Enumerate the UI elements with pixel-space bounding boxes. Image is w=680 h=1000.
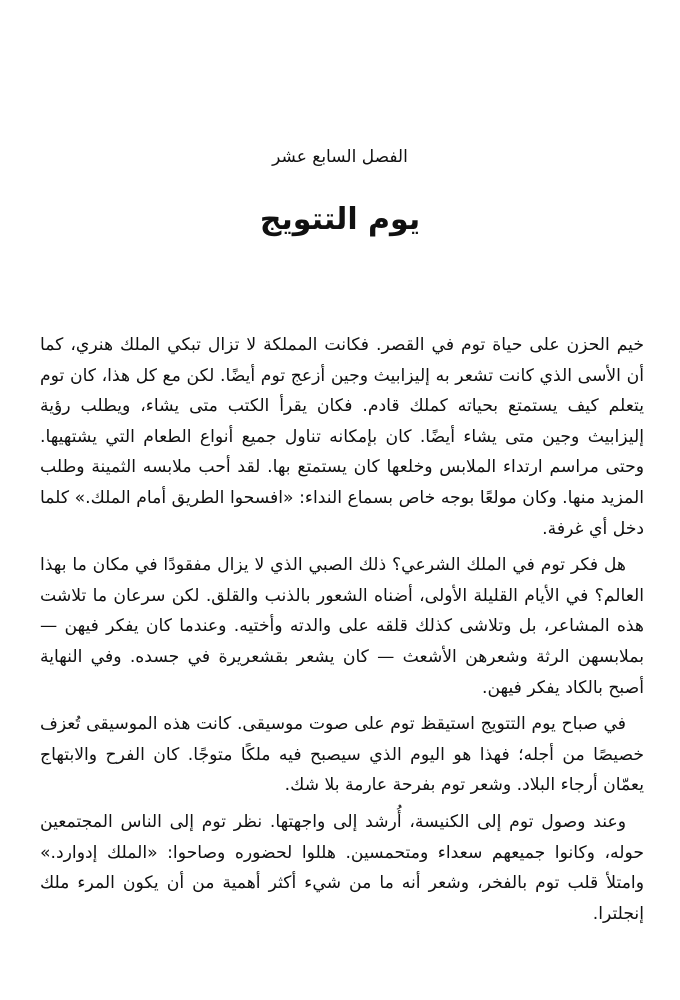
chapter-number-label: الفصل السابع عشر	[272, 147, 408, 167]
paragraph-2: هل فكر توم في الملك الشرعي؟ ذلك الصبي الذي لا يزال مفقودًا في مكان ما بهذا العالم؟ في الأيام القليلة الأولى، أضناه الشعور بالذنب والقلق. لكن سرعان ما تلاشت هذه المشاعر، بل وتلاشى كذلك قلقه على والدته وأختيه. وعندما كان يفكر فيهن — بملابسهن الرثة وشعرهن الأشعث — كان يشعر بقشعريرة في جسده. وفي النهاية أصبح بالكاد يفكر فيهن.	[40, 555, 644, 698]
chapter-body	[40, 330, 644, 935]
chapter-title: يوم التتويج	[259, 202, 421, 237]
paragraph-3: في صباح يوم التتويج استيقظ توم على صوت موسيقى. كانت هذه الموسيقى تُعزف خصيصًا من أجله؛ فهذا هو اليوم الذي سيصبح فيه ملكًا متوجًا. كان الفرح والابتهاج يعمّان أرجاء البلاد. وشعر توم بفرحة عارمة بلا شك.	[40, 714, 644, 796]
paragraph-4: وعند وصول توم إلى الكنيسة، أُرشد إلى واجهتها. نظر توم إلى الناس المجتمعين حوله، وكانوا جميعهم سعداء ومتحمسين. هللوا لحضوره وصاحوا: «الملك إدوارد.» وامتلأ قلب توم بالفخر، وشعر أنه ما من شيء أكثر أهمية من أن يكون المرء ملك إنجلترا.	[40, 811, 644, 924]
paragraph-1: خيم الحزن على حياة توم في القصر. فكانت المملكة لا تزال تبكي الملك هنري، كما أن الأسى الذي كانت تشعر به إليزابيث وجين أزعج توم أيضًا. لكن مع كل هذا، كان توم يتعلم كيف يستمتع بحياته كملك قادم. فكان يقرأ الكتب متى يشاء، ويطلب رؤية إليزابيث وجين متى يشاء أيضًا. كان بإمكانه تناول جميع أنواع الطعام التي يشتهيها. وحتى مراسم ارتداء الملابس وخلعها كان يستمتع بها. لقد أحب ملابسه الثمينة وطلب المزيد منها. وكان مولعًا بوجه خاص بسماع النداء: «افسحوا الطريق أمام الملك.» كلما دخل أي غرفة.	[40, 335, 644, 539]
